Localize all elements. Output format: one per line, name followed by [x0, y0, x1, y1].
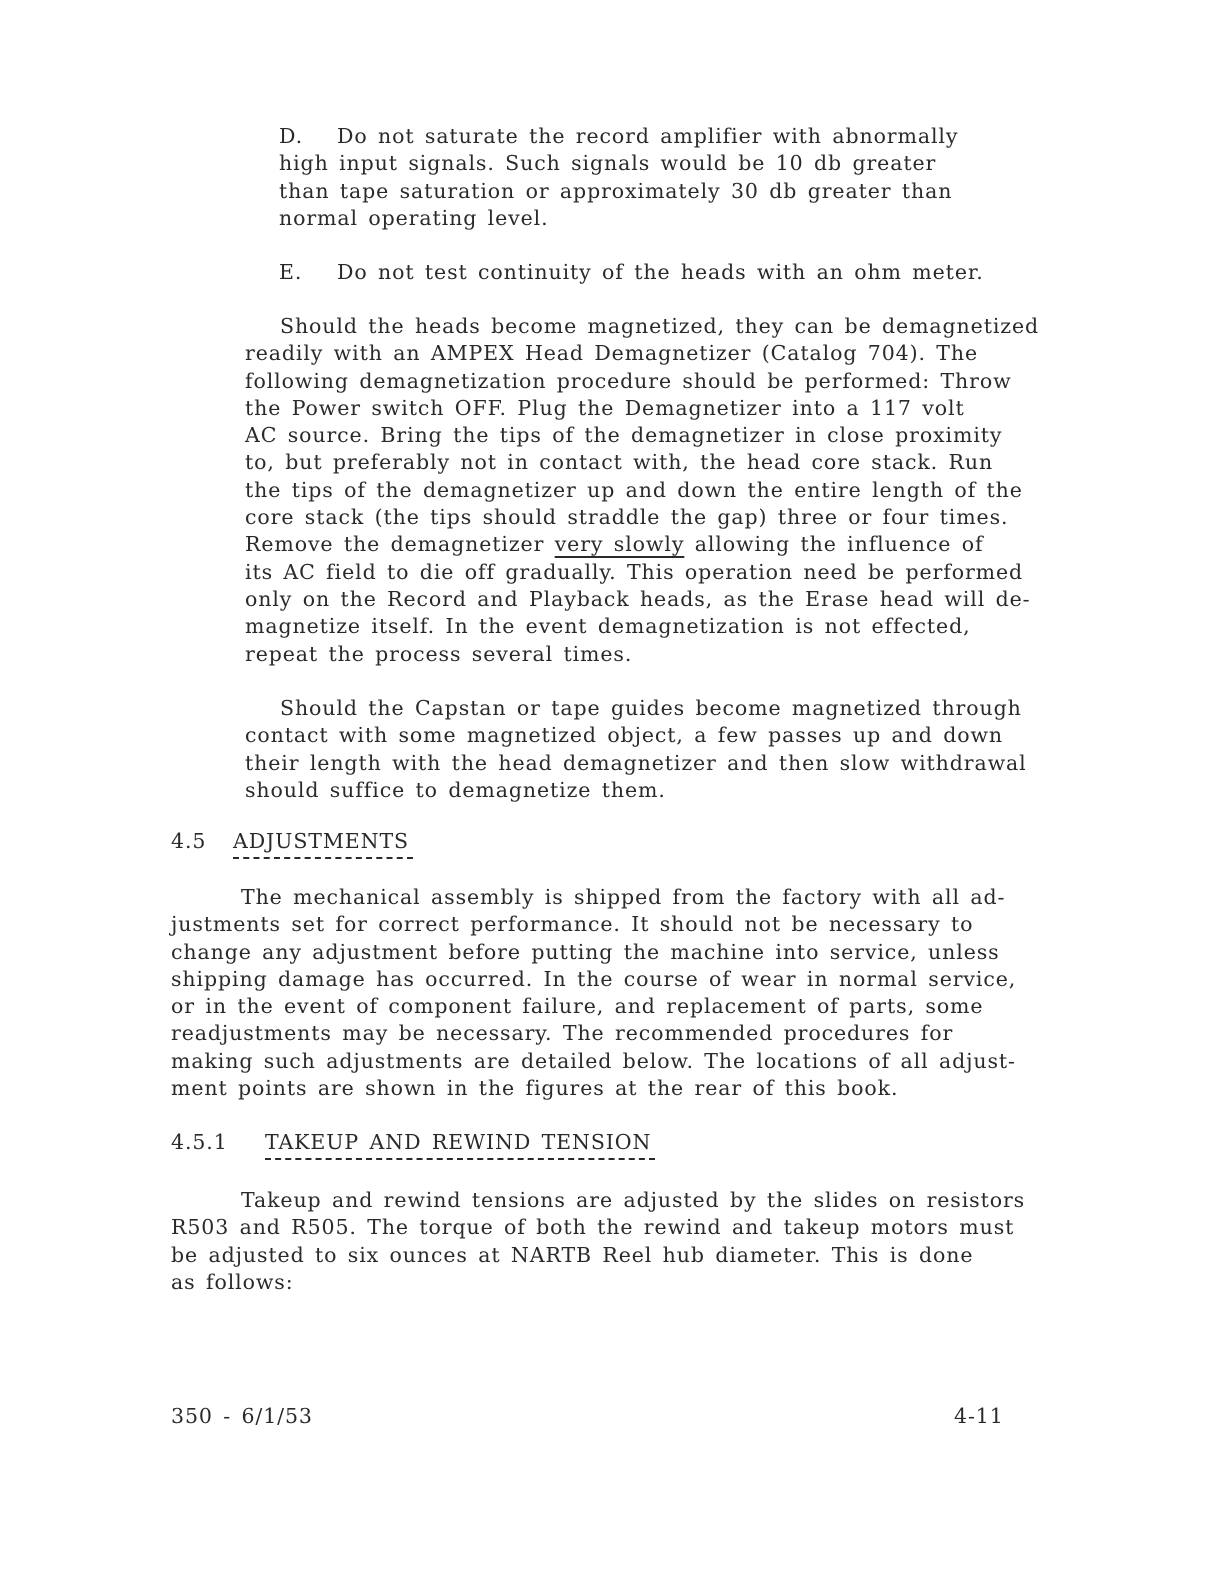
text-line: normal operating level.: [279, 205, 549, 230]
text-line: or in the event of component failure, and replacement of parts, some: [171, 994, 984, 1019]
text-line: readily with an AMPEX Head Demagnetizer (Catalog 704). The: [245, 341, 979, 366]
text-line: making such adjustments are detailed below. The locations of all adjust-: [171, 1048, 1016, 1073]
text-line: to, but preferably not in contact with, the head core stack. Run: [245, 450, 994, 475]
text-line: its AC field to die off gradually. This operation need be performed: [245, 559, 1024, 584]
text-line: core stack (the tips should straddle the gap) three or four times.: [245, 505, 1009, 530]
text-line: the tips of the demagnetizer up and down the entire length of the: [245, 477, 1023, 502]
section-title: ADJUSTMENTS: [233, 829, 413, 859]
text-line: should suffice to demagnetize them.: [245, 777, 666, 802]
text-line: magnetize itself. In the event demagnetization is not effected,: [245, 614, 971, 639]
footer-date: 350 - 6/1/53: [171, 1404, 313, 1428]
section-number: 4.5: [171, 829, 207, 853]
text-line: than tape saturation or approximately 30 db greater than: [279, 178, 953, 203]
text-line: R503 and R505. The torque of both the rewind and takeup motors must: [171, 1215, 1015, 1240]
list-letter: D.: [279, 124, 304, 148]
text-line: The mechanical assembly is shipped from the factory with all ad-: [241, 885, 1006, 909]
text-line: Do not test continuity of the heads with an ohm meter.: [337, 260, 984, 284]
list-item-d: [279, 123, 958, 232]
text-line: only on the Record and Playback heads, as the Erase head will de-: [245, 586, 1031, 611]
section-number: 4.5.1: [171, 1130, 228, 1154]
text-line: as follows:: [171, 1269, 294, 1294]
text-line: Do not saturate the record amplifier with abnormally: [337, 124, 959, 148]
text-line: be adjusted to six ounces at NARTB Reel hub diameter. This is done: [171, 1242, 974, 1267]
text-line: change any adjustment before putting the machine into service, unless: [171, 939, 1000, 964]
takeup-rewind-paragraph: [171, 1187, 1025, 1296]
text-line: [245, 531, 1039, 558]
text-line: the Power switch OFF. Plug the Demagnetizer into a 117 volt: [245, 395, 965, 420]
text-line: Should the Capstan or tape guides become magnetized through: [280, 696, 1022, 720]
text-line: their length with the head demagnetizer and then slow withdrawal: [245, 750, 1027, 775]
text-line: following demagnetization procedure should be performed: Throw: [245, 368, 1012, 393]
text-line: contact with some magnetized object, a few passes up and down: [245, 723, 1004, 748]
list-letter: E.: [279, 260, 303, 284]
list-item-e: [279, 259, 984, 286]
text-line: shipping damage has occurred. In the course of wear in normal service,: [171, 966, 1017, 991]
text-line: ment points are shown in the figures at the rear of this book.: [171, 1076, 899, 1101]
page-number: 4-11: [954, 1404, 1004, 1428]
text-line: AC source. Bring the tips of the demagnetizer in close proximity: [245, 423, 1003, 448]
demagnetization-paragraph: [245, 313, 1039, 668]
section-heading-adjustments: [171, 829, 413, 853]
section-heading-takeup-rewind-tension: [171, 1130, 655, 1154]
text-line: readjustments may be necessary. The recommended procedures for: [171, 1021, 954, 1046]
section-title: TAKEUP AND REWIND TENSION: [265, 1130, 655, 1160]
emphasized-text: very slowly: [554, 532, 685, 557]
text-line: Should the heads become magnetized, they can be demagnetized: [280, 314, 1040, 338]
text-fragment: allowing the influence of: [684, 532, 984, 557]
text-line: justments set for correct performance. It should not be necessary to: [171, 912, 974, 937]
text-line: repeat the process several times.: [245, 641, 633, 666]
text-line: high input signals. Such signals would be 10 db greater: [279, 151, 937, 176]
adjustments-paragraph: [171, 884, 1016, 1102]
text-fragment: Remove the demagnetizer: [245, 532, 555, 557]
capstan-paragraph: [245, 695, 1027, 804]
text-line: Takeup and rewind tensions are adjusted by the slides on resistors: [241, 1188, 1026, 1212]
